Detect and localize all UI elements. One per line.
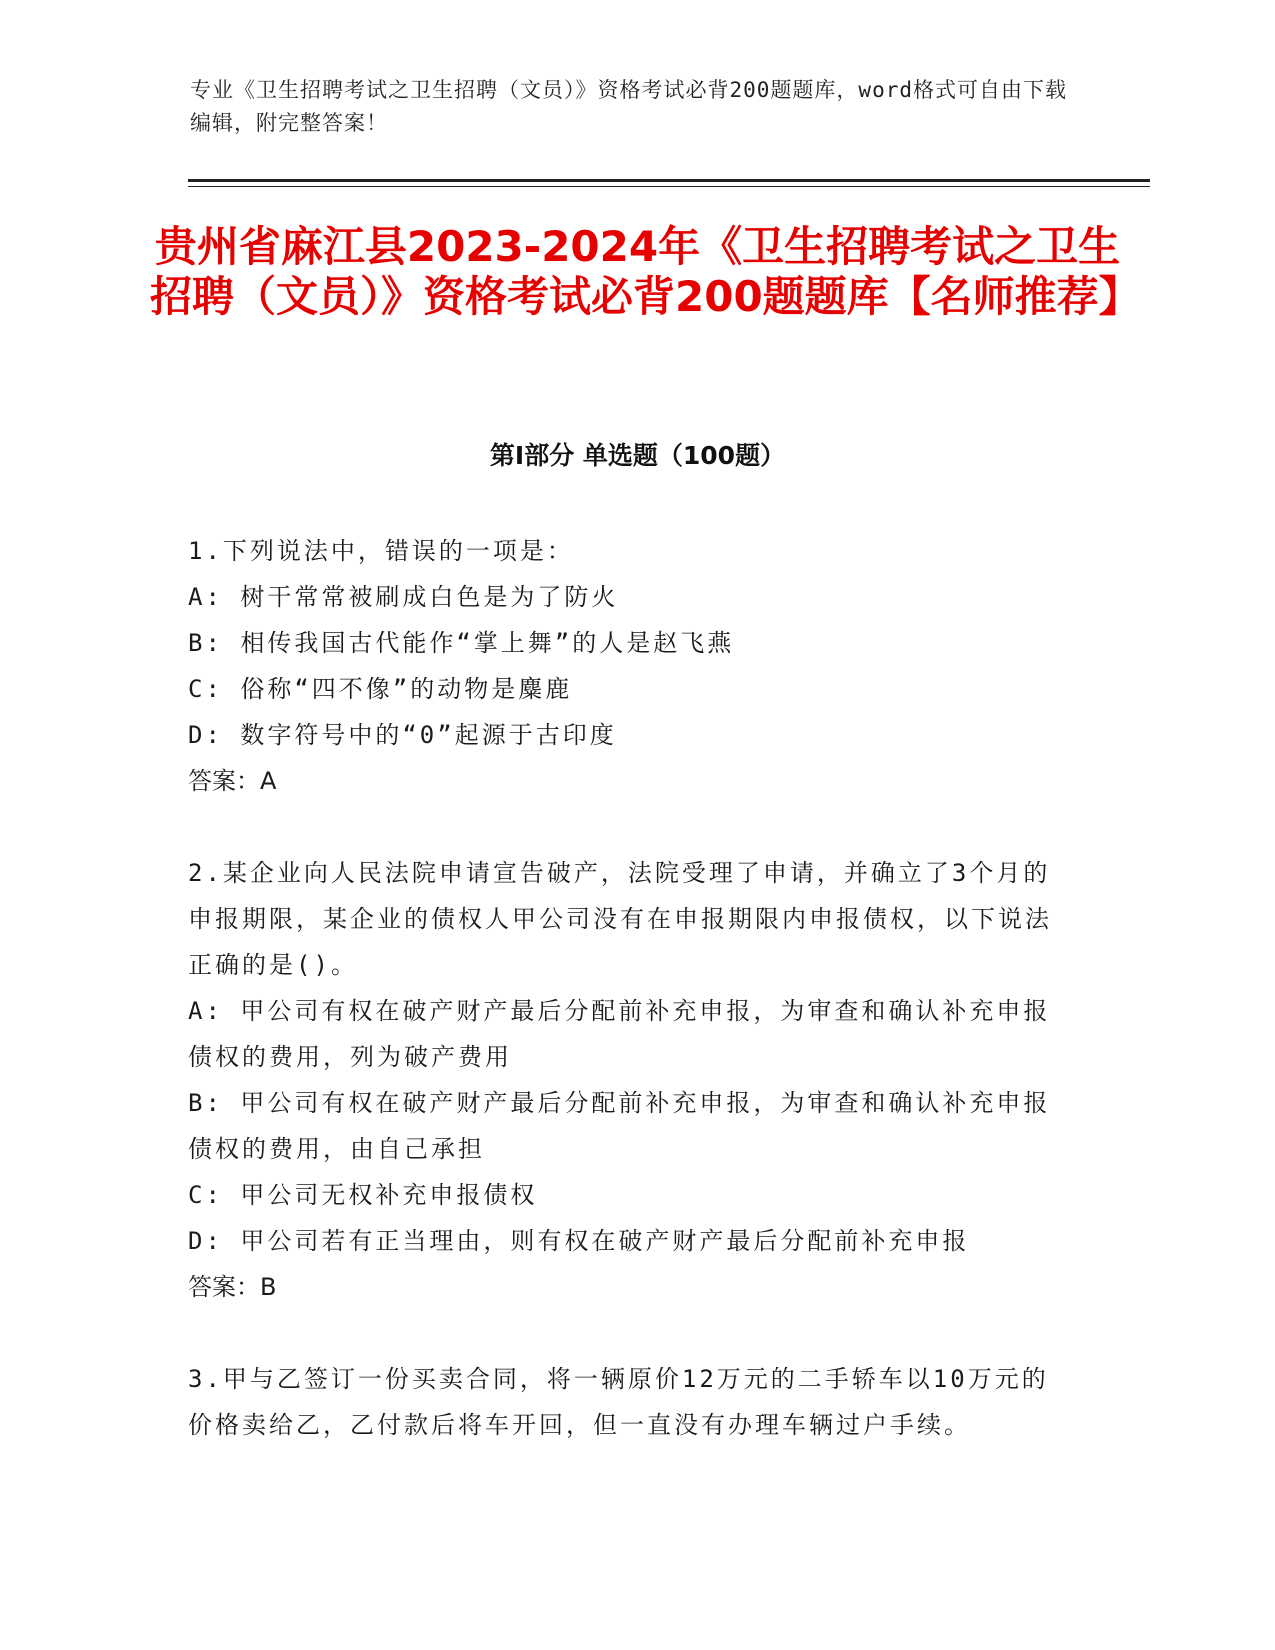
header-note: 专业《卫生招聘考试之卫生招聘（文员）》资格考试必背200题题库，word格式可自由下载编辑，附完整答案！ (190, 78, 1067, 135)
question-3 (188, 1356, 1068, 1448)
option-c: C: 俗称“四不像”的动物是麋鹿 (188, 675, 573, 703)
answer-label: 答案：A (188, 767, 277, 795)
question-stem: 3.甲与乙签订一份买卖合同，将一辆原价12万元的二手轿车以10万元的价格卖给乙，乙付款后将车开回，但一直没有办理车辆过户手续。 (188, 1365, 1049, 1439)
question-stem: 1.下列说法中，错误的一项是： (188, 537, 574, 565)
option-b: B: 甲公司有权在破产财产最后分配前补充申报，为审查和确认补充申报债权的费用，由自己承担 (188, 1089, 1051, 1163)
question-2 (188, 850, 1068, 1310)
option-a: A: 甲公司有权在破产财产最后分配前补充申报，为审查和确认补充申报债权的费用，列为破产费用 (188, 997, 1051, 1071)
document-title: 贵州省麻江县2023-2024年《卫生招聘考试之卫生招聘（文员）》资格考试必背200题题库【名师推荐】 (150, 222, 1141, 321)
option-d: D: 数字符号中的“0”起源于古印度 (188, 721, 617, 749)
question-list (188, 528, 1068, 1494)
option-b: B: 相传我国古代能作“掌上舞”的人是赵飞燕 (188, 629, 735, 657)
answer-label: 答案：B (188, 1273, 277, 1301)
header-rule-thick (188, 179, 1150, 182)
question-stem: 2.某企业向人民法院申请宣告破产，法院受理了申请，并确立了3个月的申报期限，某企业的债权人甲公司没有在申报期限内申报债权，以下说法正确的是()。 (188, 859, 1052, 979)
option-d: D: 甲公司若有正当理由，则有权在破产财产最后分配前补充申报 (188, 1227, 970, 1255)
header-rule-thin (188, 186, 1150, 187)
option-c: C: 甲公司无权补充申报债权 (188, 1181, 538, 1209)
section-heading: 第Ⅰ部分 单选题（100题） (489, 441, 786, 470)
question-1 (188, 528, 1068, 804)
option-a: A: 树干常常被刷成白色是为了防火 (188, 583, 619, 611)
